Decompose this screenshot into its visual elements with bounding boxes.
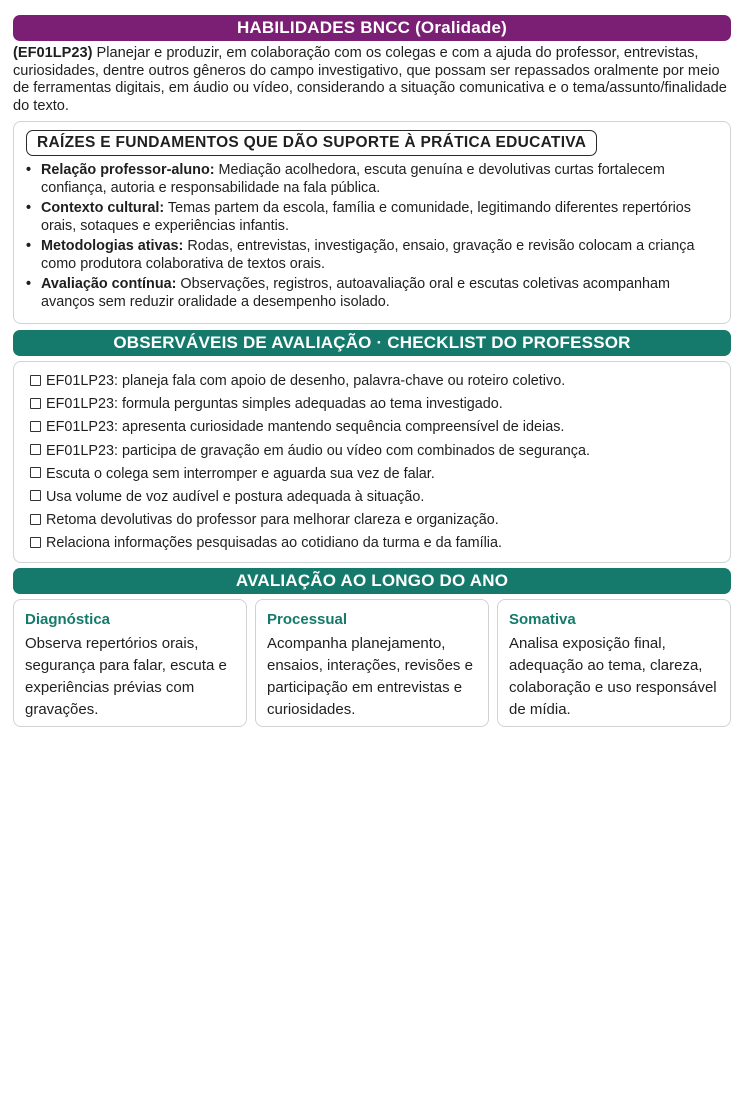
skills-header-title: HABILIDADES BNCC (Oralidade) [236, 18, 508, 37]
skill-code: (EF01LP23) [13, 45, 93, 61]
roots-item-methods [24, 238, 720, 273]
checklist-header-banner [13, 330, 731, 356]
roots-item-text: Rodas, entrevistas, investigação, ensaio, gravação e revisão colocam a criança como produtora colaborativa de textos orais. [41, 238, 695, 272]
skills-header-banner [13, 15, 731, 41]
card-text: Analisa exposição final, adequação ao tema, clareza, colaboração e uso responsável de mídia. [509, 635, 717, 718]
roots-item-assessment [24, 276, 720, 311]
checkbox-icon[interactable] [30, 514, 41, 525]
assessment-header-banner [13, 568, 731, 594]
checkbox-icon[interactable] [30, 537, 41, 548]
roots-item-text: Temas partem da escola, família e comunidade, legitimando diferentes repertórios orais, sotaques e experiências infantis. [41, 200, 692, 234]
checkbox-icon[interactable] [30, 467, 41, 478]
checklist-item[interactable] [30, 393, 590, 416]
checklist-item-label: EF01LP23: participa de gravação em áudio ou vídeo com combinados de segurança. [46, 442, 590, 459]
roots-title: RAÍZES E FUNDAMENTOS QUE DÃO SUPORTE À PRÁTICA EDUCATIVA [26, 130, 597, 156]
checkbox-icon[interactable] [30, 490, 41, 501]
bullet-icon: • [26, 276, 32, 292]
roots-list [24, 162, 720, 314]
checklist-item[interactable] [30, 440, 590, 463]
bullet-icon: • [26, 238, 32, 254]
card-summative [497, 599, 731, 727]
checklist-item-label: Relaciona informações pesquisadas ao cotidiano da turma e da família. [46, 535, 502, 552]
roots-item-text: Mediação acolhedora, escuta genuína e devolutivas curtas fortalecem confiança, autoria e responsabilidade na fala pública. [41, 162, 665, 196]
checklist-item[interactable] [30, 370, 590, 393]
skill-description [13, 45, 733, 115]
roots-item-term: Avaliação contínua: [41, 276, 177, 292]
checklist-item-label: Escuta o colega sem interromper e aguarda sua vez de falar. [46, 465, 435, 482]
bullet-icon: • [26, 162, 32, 178]
skill-text: Planejar e produzir, em colaboração com os colegas e com a ajuda do professor, entrevistas, curiosidades, dentre outros gêneros do campo investigativo, que possam ser repassados oralmente por meio de ferramentas digitais, em áudio ou vídeo, considerando a situação comunicativa e o tema/assunto/finalidade do texto. [13, 45, 727, 114]
checklist-item-label: EF01LP23: apresenta curiosidade mantendo sequência compreensível de ideias. [46, 419, 565, 436]
card-text: Acompanha planejamento, ensaios, interações, revisões e participação em entrevistas e curiosidades. [267, 635, 473, 718]
checkbox-icon[interactable] [30, 444, 41, 455]
roots-item-term: Contexto cultural: [41, 200, 165, 216]
checklist-item-label: EF01LP23: planeja fala com apoio de desenho, palavra-chave ou roteiro coletivo. [46, 373, 566, 389]
checklist-item-label: Usa volume de voz audível e postura adequada à situação. [46, 488, 425, 505]
checklist-item-label: EF01LP23: formula perguntas simples adequadas ao tema investigado. [46, 396, 503, 413]
card-processual [255, 599, 489, 727]
card-diagnostic [13, 599, 247, 727]
roots-item-relation [24, 162, 720, 197]
checklist-header-title: OBSERVÁVEIS DE AVALIAÇÃO · CHECKLIST DO PROFESSOR [113, 333, 631, 352]
roots-item-term: Relação professor-aluno: [41, 162, 215, 178]
roots-section [13, 121, 731, 324]
checklist-item[interactable] [30, 416, 590, 439]
assessment-header-title: AVALIAÇÃO AO LONGO DO ANO [235, 571, 509, 590]
checklist-item-label: Retoma devolutivas do professor para melhorar clareza e organização. [46, 512, 499, 529]
checkbox-icon[interactable] [30, 375, 41, 386]
roots-item-text: Observações, registros, autoavaliação oral e escutas coletivas acompanham avanços sem reduzir oralidade a desempenho isolado. [41, 276, 670, 310]
checklist-section [13, 361, 731, 563]
card-text: Observa repertórios orais, segurança para falar, escuta e experiências prévias com gravações. [25, 635, 227, 718]
checklist-item[interactable] [30, 532, 590, 555]
checkbox-icon[interactable] [30, 421, 41, 432]
checkbox-icon[interactable] [30, 398, 41, 409]
card-title: Somativa [509, 611, 576, 628]
checklist-list [30, 370, 590, 556]
assessment-cards [13, 599, 731, 727]
bullet-icon: • [26, 200, 32, 216]
checklist-item[interactable] [30, 486, 590, 509]
card-title: Diagnóstica [25, 611, 111, 628]
card-title: Processual [267, 611, 348, 628]
checklist-item[interactable] [30, 463, 590, 486]
roots-item-term: Metodologias ativas: [41, 238, 184, 254]
checklist-item[interactable] [30, 509, 590, 532]
roots-item-context [24, 200, 720, 235]
